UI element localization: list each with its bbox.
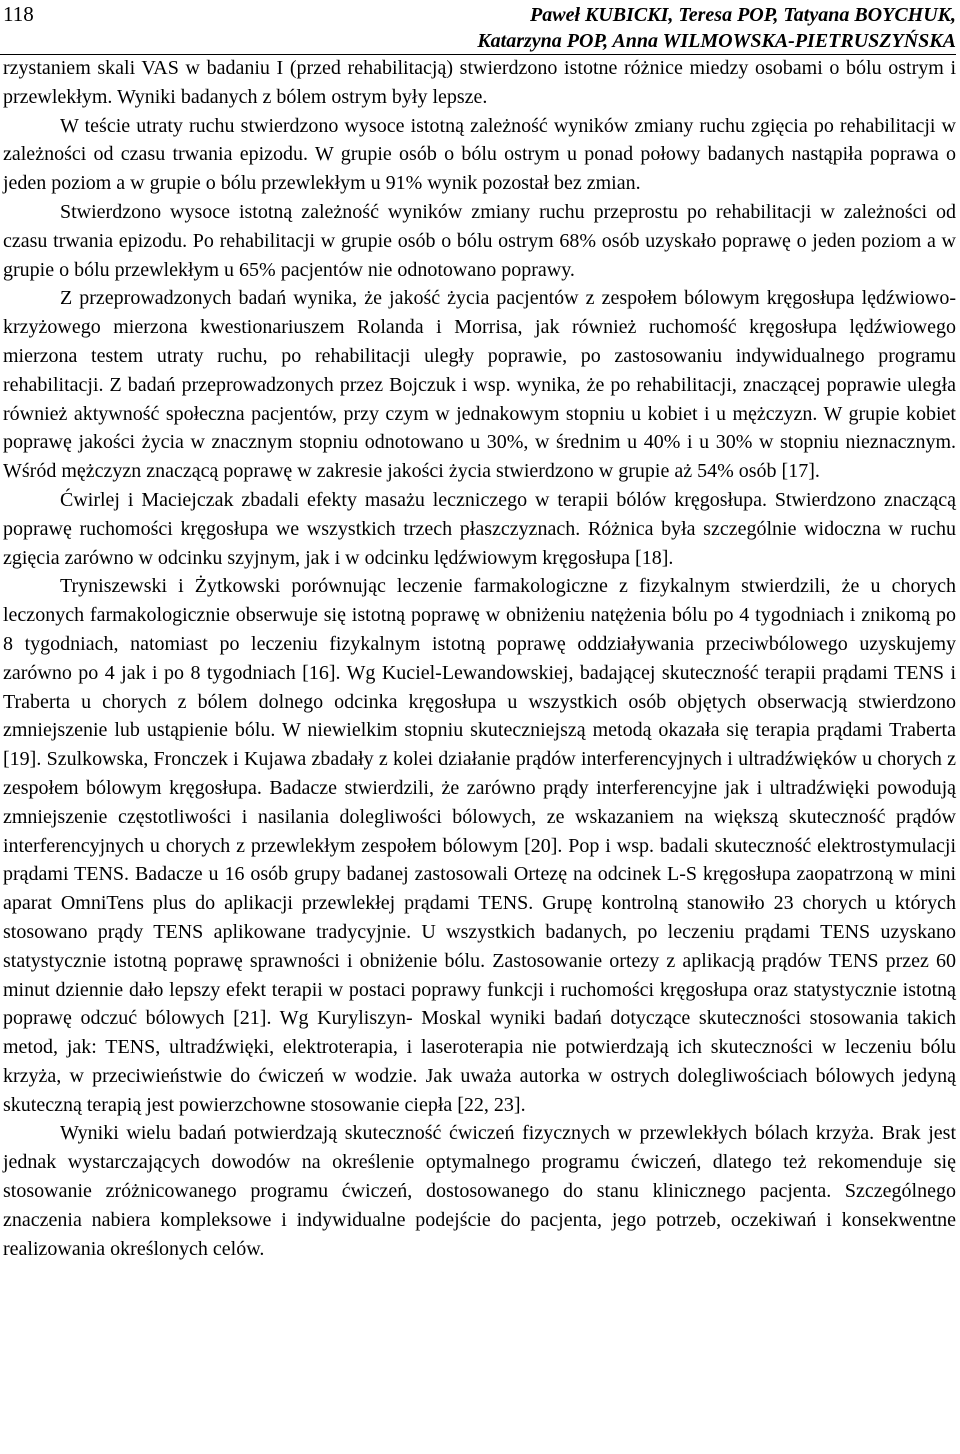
paragraph: Stwierdzono wysoce istotną zależność wyników zmiany ruchu przeprostu po rehabilitacji w zależności od czasu trwania epizodu. Po rehabilitacji w grupie osób o bólu ostrym 68% osób uzyskało poprawę o jeden poziom a w grupie o bólu przewlekłym u 65% pacjentów nie odnotowano poprawy. bbox=[3, 200, 956, 281]
body-text bbox=[3, 54, 956, 1263]
paragraph: Wyniki wielu badań potwierdzają skuteczność ćwiczeń fizycznych w przewlekłych bólach krzyża. Brak jest jednak wystarczających dowodów na określenie optymalnego programu ćwiczeń, dlatego też rekomenduje się stosowanie zróżnicowanego programu ćwiczeń, dostosowanego do stanu klinicznego pacjenta. Szczególnego znaczenia nabiera kompleksowe i indywidualne podejście do pacjenta, jego potrzeb, oczekiwań i konsekwentne realizowania określonych celów. bbox=[3, 1122, 956, 1260]
running-head-authors bbox=[477, 2, 956, 54]
page-number: 118 bbox=[3, 2, 34, 26]
paragraph: Z przeprowadzonych badań wynika, że jakość życia pacjentów z zespołem bólowym kręgosłupa lędźwiowo- krzyżowego mierzona kwestionariuszem Rolanda i Morrisa, jak również ruchomość kręgosłupa lędźwiowego mierzona testem utraty ruchu, po rehabilitacji uległy poprawie, po zastosowaniu indywidualnego programu rehabilitacji. Z badań przeprowadzonych przez Bojczuk i wsp. wynika, że po rehabilitacji, znaczącej poprawie uległa również aktywność społeczna pacjentów, przy czym w jednakowym stopniu u kobiet i u mężczyzn. W grupie kobiet poprawę jakości życia w znacznym stopniu odnotowano u 30%, w średnim u 40% i u 30% w stopniu nieznacznym. Wśród mężczyzn znaczącą poprawę w zakresie jakości życia stwierdzono w grupie aż 54% osób [17]. bbox=[3, 287, 956, 483]
paragraph: Ćwirlej i Maciejczak zbadali efekty masażu leczniczego w terapii bólów kręgosłupa. Stwierdzono znaczącą poprawę ruchomości kręgosłupa we wszystkich trzech płaszczyznach. Różnica była szczególnie widoczna w ruchu zgięcia zarówno w odcinku szyjnym, jak i w odcinku lędźwiowym kręgosłupa [18]. bbox=[3, 488, 956, 569]
paragraph: Tryniszewski i Żytkowski porównując leczenie farmakologiczne z fizykalnym stwierdzili, że u chorych leczonych farmakologicznie obserwuje się istotną poprawę w obniżeniu natężenia bólu po 4 tygodniach i znikomą po 8 tygodniach, natomiast po leczeniu fizykalnym istotną poprawę oddziaływania przeciwbólowego uzyskujemy zarówno po 4 jak i po 8 tygodniach [16]. Wg Kuciel-Lewandowskiej, badającej skuteczność terapii prądami TENS i Traberta u chorych z bólem dolnego odcinka kręgosłupa u wszystkich osób objętych obserwacją stwierdzono zmniejszenie lub ustąpienie bólu. W niewielkim stopniu skuteczniejszą metodą okazała się terapia prądami Traberta [19]. Szulkowska, Fronczek i Kujawa zbadały z kolei działanie prądów interferencyjnych i ultradźwięków u chorych z zespołem bólowym kręgosłupa. Badacze stwierdzili, że zarówno prądy interferencyjne jak i ultradźwięki powodują zmniejszenie częstotliwości i nasilania dolegliwości bólowych, ze wskazaniem na większą skuteczność prądów interferencyjnych u chorych z przewlekłym zespołem bólowym [20]. Pop i wsp. badali skuteczność elektrostymulacji prądami TENS. Badacze u 16 osób grupy badanej zastosowali Ortezę na odcinek L-S kręgosłupa zaopatrzoną w mini aparat OmniTens plus do aplikacji przewlekłej prądami TENS. Grupę kontrolną stanowiło 23 chorych u których stosowano prądy TENS aplikowane tradycyjnie. U wszystkich badanych, po leczeniu prądami TENS uzyskano statystycznie istotną poprawę sprawności i obniżenie bólu. Zastosowanie ortezy z aplikacją prądów TENS przez 60 minut dziennie dało lepszy efekt terapii w postaci poprawy funkcji i ruchomości kręgosłupa oraz statystycznie istotną poprawę odczuć bólowych [21]. Wg Kuryliszyn- Moskal wyniki badań dotyczące skuteczności stosowania takich metod, jak: TENS, ultradźwięki, elektroterapia, i laseroterapia nie potwierdzają ich skuteczności w leczeniu bólu krzyża, w przeciwieństwie do ćwiczeń w wodzie. Jak uważa autorka w ostrych dolegliwościach bólowych jedyną skuteczną terapią jest powierzchowne stosowanie ciepła [22, 23]. bbox=[3, 575, 956, 1116]
paragraph: rzystaniem skali VAS w badaniu I (przed rehabilitacją) stwierdzono istotne różnice miedzy osobami o bólu ostrym i przewlekłym. Wyniki badanych z bólem ostrym były lepsze. bbox=[3, 57, 956, 108]
page-header bbox=[0, 0, 956, 55]
authors-line-2: Katarzyna POP, Anna WILMOWSKA-PIETRUSZYŃSKA bbox=[477, 30, 956, 52]
authors-line-1: Paweł KUBICKI, Teresa POP, Tatyana BOYCHUK, bbox=[530, 4, 956, 26]
paragraph: W teście utraty ruchu stwierdzono wysoce istotną zależność wyników zmiany ruchu zgięcia po rehabilitacji w zależności od czasu trwania epizodu. W grupie osób o bólu ostrym u ponad połowy badanych nastąpiła poprawa o jeden poziom a w grupie o bólu przewlekłym u 91% wynik pozostał bez zmian. bbox=[3, 114, 956, 195]
